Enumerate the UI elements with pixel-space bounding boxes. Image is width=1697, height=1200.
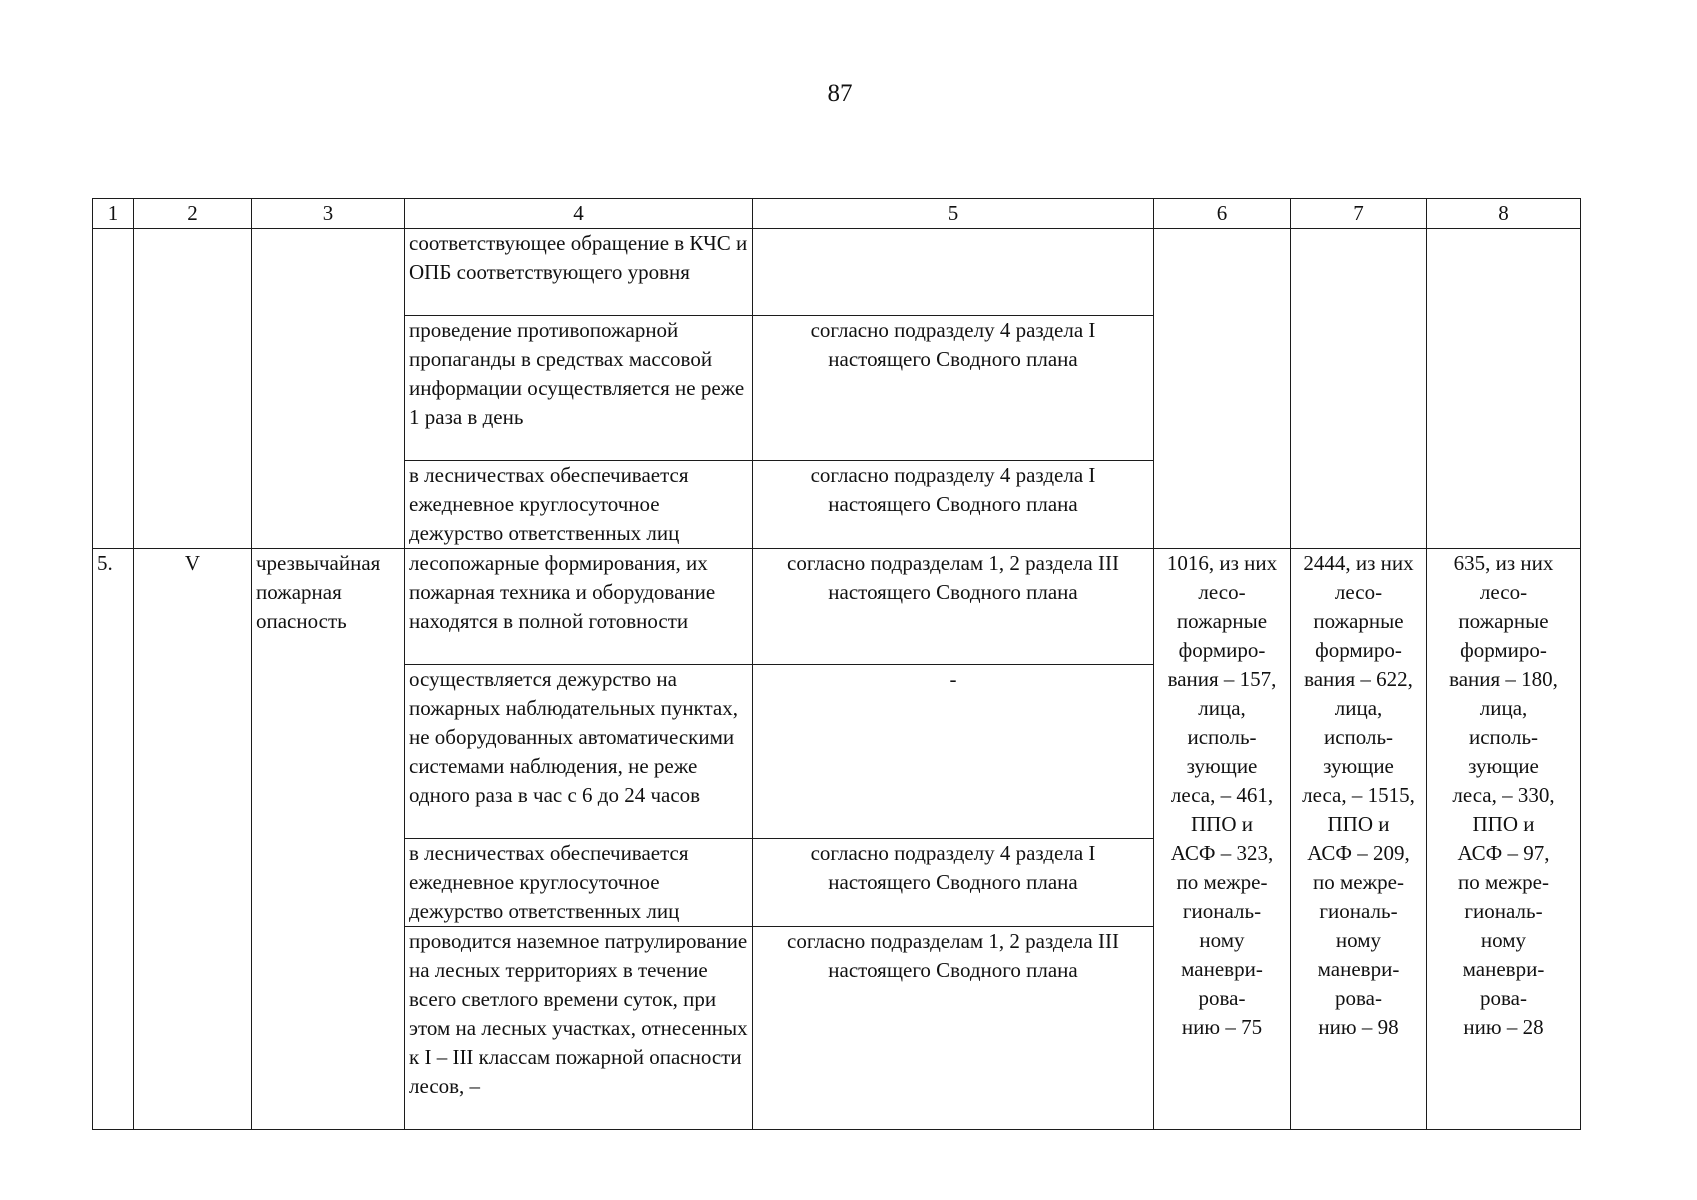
column-number-row — [93, 199, 1581, 229]
col6-line: рова- — [1198, 986, 1246, 1010]
col8-line: 635, из них — [1453, 551, 1554, 575]
col7-line: нию – 98 — [1318, 1015, 1399, 1039]
col7-line: ППО и — [1327, 812, 1390, 836]
col7-line: гиональ- — [1319, 899, 1398, 923]
col6-line: маневри- — [1181, 957, 1263, 981]
reference-cell: согласно подразделу 4 раздела I настоящего Сводного плана — [753, 839, 1154, 927]
col6-line: вания – 157, — [1167, 667, 1277, 691]
reference-cell: согласно подразделу 4 раздела I настоящего Сводного плана — [753, 316, 1154, 461]
cell-col6-empty — [1154, 229, 1291, 549]
col6-line: гиональ- — [1182, 899, 1262, 923]
table-row — [93, 549, 1581, 665]
col8-line: леса, – 330, — [1452, 783, 1555, 807]
column-header: 1 — [93, 199, 134, 229]
col6-line: пожарные — [1176, 609, 1268, 633]
col8-line: ППО и — [1472, 812, 1535, 836]
action-cell: лесопожарные формирования, их пожарная техника и оборудование находятся в полной готовности — [405, 549, 753, 665]
col6-line: зующие — [1186, 754, 1258, 778]
page-number: 87 — [827, 80, 853, 107]
cell-status-empty — [252, 229, 405, 549]
column-header: 4 — [405, 199, 753, 229]
action-cell: в лесничествах обеспечивается ежедневное круглосуточное дежурство ответственных лиц — [405, 461, 753, 549]
col8-line: пожарные — [1458, 609, 1549, 633]
col7-line: лица, — [1334, 696, 1383, 720]
fire-class-cell: V — [134, 549, 252, 1130]
col7-line: исполь- — [1323, 725, 1394, 749]
action-cell: в лесничествах обеспечивается ежедневное круглосуточное дежурство ответственных лиц — [405, 839, 753, 927]
col8-line: нию – 28 — [1463, 1015, 1544, 1039]
reference-cell — [753, 229, 1154, 316]
col6-line: АСФ – 323, — [1170, 841, 1274, 865]
cell-num-empty — [93, 229, 134, 549]
danger-level-cell: чрезвычайная пожарная опасность — [252, 549, 405, 1130]
action-cell: проводится наземное патрулирование на лесных территориях в течение всего светлого времени суток, при этом на лесных участках, отнесенных к I – III классам пожарной опасности лесов, – — [405, 927, 753, 1130]
col8-line: исполь- — [1468, 725, 1539, 749]
forces-col8-cell — [1427, 549, 1581, 1130]
col8-line: лесо- — [1479, 580, 1528, 604]
col6-line: лица, — [1198, 696, 1246, 720]
col7-line: маневри- — [1317, 957, 1400, 981]
col8-line: гиональ- — [1464, 899, 1543, 923]
col7-line: леса, – 1515, — [1302, 783, 1415, 807]
col8-line: маневри- — [1462, 957, 1545, 981]
col7-line: формиро- — [1315, 638, 1402, 662]
col6-line: нию – 75 — [1181, 1015, 1263, 1039]
col8-line: рова- — [1480, 986, 1527, 1010]
column-header: 8 — [1427, 199, 1581, 229]
col6-line: формиро- — [1178, 638, 1266, 662]
col8-line: АСФ – 97, — [1457, 841, 1550, 865]
column-header: 3 — [252, 199, 405, 229]
col6-line: ППО и — [1191, 812, 1253, 836]
action-cell: осуществляется дежурство на пожарных наблюдательных пунктах, не оборудованных автоматическими системами наблюдения, не реже одного раза в час с 6 до 24 часов — [405, 665, 753, 839]
col6-line: лесо- — [1198, 580, 1246, 604]
col6-line: ному — [1199, 928, 1245, 952]
col7-line: лесо- — [1334, 580, 1383, 604]
cell-col7-empty — [1291, 229, 1427, 549]
reference-cell: - — [753, 665, 1154, 839]
col8-line: лица, — [1479, 696, 1528, 720]
col7-line: 2444, из них — [1303, 551, 1414, 575]
col7-line: пожарные — [1313, 609, 1404, 633]
col6-line: леса, – 461, — [1170, 783, 1274, 807]
col7-line: зующие — [1323, 754, 1394, 778]
reference-cell: согласно подразделу 4 раздела I настоящего Сводного плана — [753, 461, 1154, 549]
row-number-cell: 5. — [93, 549, 134, 1130]
col8-line: формиро- — [1460, 638, 1547, 662]
col7-line: рова- — [1335, 986, 1382, 1010]
col8-line: зующие — [1468, 754, 1539, 778]
col6-line: исполь- — [1187, 725, 1257, 749]
table-row — [93, 229, 1581, 316]
col6-line: по межре- — [1176, 870, 1268, 894]
forces-col6-cell — [1154, 549, 1291, 1130]
column-header: 7 — [1291, 199, 1427, 229]
reference-cell: согласно подразделам 1, 2 раздела III настоящего Сводного плана — [753, 549, 1154, 665]
col8-line: по межре- — [1458, 870, 1549, 894]
cell-class-empty — [134, 229, 252, 549]
cell-col8-empty — [1427, 229, 1581, 549]
column-header: 5 — [753, 199, 1154, 229]
reference-cell: согласно подразделам 1, 2 раздела III настоящего Сводного плана — [753, 927, 1154, 1130]
col8-line: вания – 180, — [1449, 667, 1558, 691]
col6-line: 1016, из них — [1166, 551, 1278, 575]
column-header: 6 — [1154, 199, 1291, 229]
col7-line: по межре- — [1313, 870, 1404, 894]
column-header: 2 — [134, 199, 252, 229]
forces-col7-cell — [1291, 549, 1427, 1130]
action-cell: проведение противопожарной пропаганды в средствах массовой информации осуществляется не реже 1 раза в день — [405, 316, 753, 461]
col7-line: вания – 622, — [1304, 667, 1413, 691]
action-cell: соответствующее обращение в КЧС и ОПБ соответствующего уровня — [405, 229, 753, 316]
fire-danger-measures-table — [92, 198, 1581, 1130]
col7-line: ному — [1335, 928, 1382, 952]
col8-line: ному — [1480, 928, 1527, 952]
col7-line: АСФ – 209, — [1307, 841, 1410, 865]
